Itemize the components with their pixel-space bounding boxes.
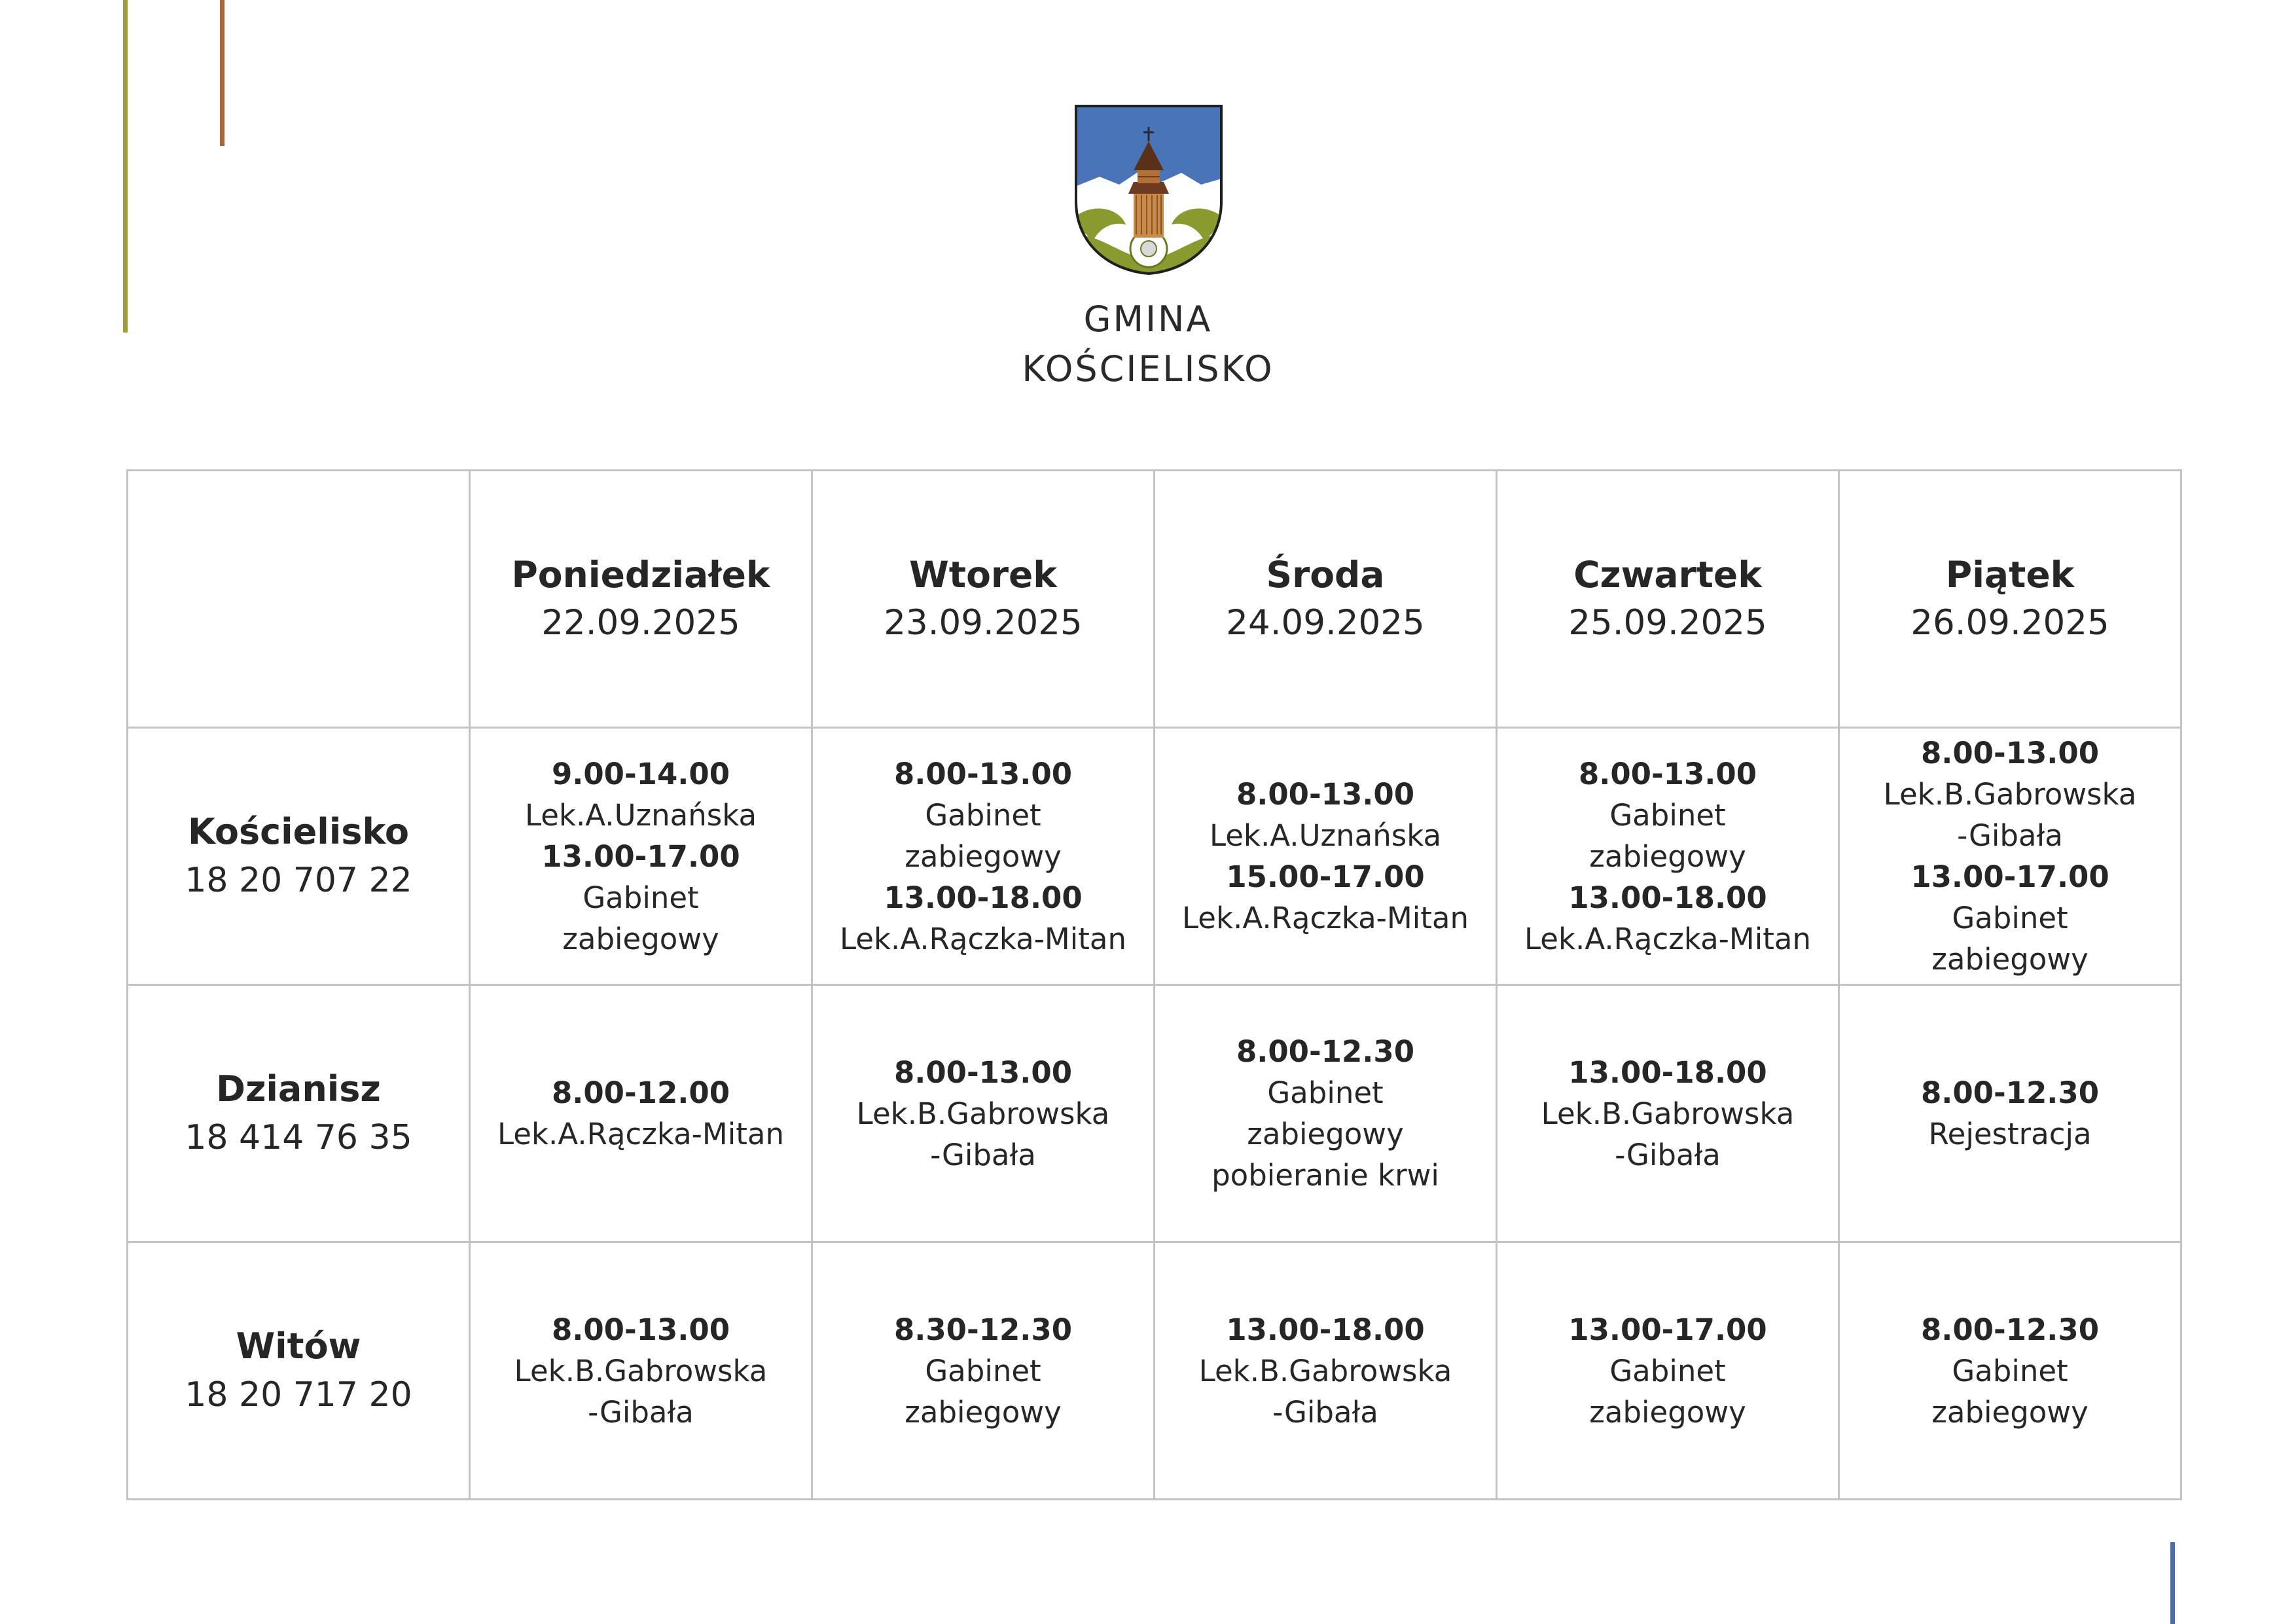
hours-text: 8.00-12.30 <box>1236 1034 1415 1069</box>
hours-text: 8.00-12.30 <box>1920 1075 2100 1110</box>
slot-description: Lek.A.Uznańska <box>1209 818 1442 853</box>
day-header-wednesday <box>1155 471 1497 728</box>
slot-description: Gabinet <box>1952 1353 2068 1388</box>
title-line-1: GMINA <box>1083 298 1213 340</box>
slot-description: Lek.A.Rączka-Mitan <box>1182 901 1469 935</box>
slot-description: zabiegowy <box>905 839 1062 874</box>
slot-description: -Gibała <box>930 1137 1036 1172</box>
hours-text: 8.00-13.00 <box>893 756 1073 791</box>
day-date: 23.09.2025 <box>884 603 1083 643</box>
slot-description: Lek.B.Gabrowska <box>856 1096 1110 1131</box>
hours-text: 8.00-13.00 <box>1920 736 2100 770</box>
hours-text: 13.00-18.00 <box>884 880 1083 915</box>
hours-text: 8.00-13.00 <box>1578 756 1757 791</box>
slot-description: -Gibała <box>588 1394 694 1430</box>
schedule-cell <box>1497 728 1839 985</box>
location-name: Witów <box>236 1326 361 1367</box>
slot-description: zabiegowy <box>1589 839 1746 874</box>
location-phone: 18 20 707 22 <box>185 861 412 900</box>
day-header-tuesday <box>812 471 1155 728</box>
schedule-cell <box>1155 985 1497 1242</box>
location-cell <box>128 985 470 1242</box>
schedule-cell <box>812 1242 1155 1500</box>
day-date: 22.09.2025 <box>541 603 740 643</box>
day-header-monday <box>470 471 812 728</box>
table-row <box>128 728 2181 985</box>
schedule-cell <box>1839 985 2181 1242</box>
hours-text: 8.00-13.00 <box>1236 777 1415 812</box>
schedule-table <box>126 469 2182 1500</box>
slot-description: Rejestracja <box>1928 1117 2092 1151</box>
day-header-friday <box>1839 471 2181 728</box>
municipality-title <box>821 295 1475 394</box>
location-phone: 18 20 717 20 <box>185 1375 412 1415</box>
accent-line-olive <box>123 0 128 333</box>
schedule-cell <box>1497 985 1839 1242</box>
accent-line-brown <box>220 0 224 146</box>
schedule-cell <box>1155 728 1497 985</box>
slot-description: zabiegowy <box>562 921 719 956</box>
slot-description: Gabinet <box>583 880 699 915</box>
hours-text: 13.00-17.00 <box>1568 1312 1767 1347</box>
day-name: Wtorek <box>909 554 1057 596</box>
day-date: 25.09.2025 <box>1568 603 1767 643</box>
location-phone: 18 414 76 35 <box>185 1118 412 1157</box>
coat-of-arms-icon <box>1073 103 1224 276</box>
slot-description: Gabinet <box>925 797 1041 833</box>
slot-description: Lek.B.Gabrowska <box>1883 777 2137 812</box>
hours-text: 13.00-18.00 <box>1568 1055 1767 1090</box>
slot-description: pobieranie krwi <box>1211 1158 1439 1193</box>
location-name: Dzianisz <box>216 1068 381 1110</box>
schedule-cell <box>812 728 1155 985</box>
slot-description: Gabinet <box>1267 1075 1384 1110</box>
day-header-thursday <box>1497 471 1839 728</box>
hours-text: 13.00-17.00 <box>541 839 740 874</box>
hours-text: 13.00-18.00 <box>1226 1312 1425 1347</box>
slot-description: Lek.A.Rączka-Mitan <box>1524 921 1811 956</box>
hours-text: 8.00-13.00 <box>551 1312 730 1347</box>
schedule-cell <box>1839 1242 2181 1500</box>
corner-cell <box>128 471 470 728</box>
schedule-cell <box>470 985 812 1242</box>
day-name: Środa <box>1266 554 1385 596</box>
slot-description: zabiegowy <box>905 1394 1062 1430</box>
table-row <box>128 985 2181 1242</box>
slot-description: -Gibała <box>1957 818 2063 853</box>
slot-description: -Gibała <box>1272 1394 1378 1430</box>
day-date: 26.09.2025 <box>1910 603 2109 643</box>
slot-description: Gabinet <box>1609 797 1726 833</box>
slot-description: -Gibała <box>1615 1137 1721 1172</box>
schedule-cell <box>1155 1242 1497 1500</box>
schedule-cell <box>1497 1242 1839 1500</box>
schedule-cell <box>470 728 812 985</box>
accent-line-blue <box>2170 1542 2175 1624</box>
hours-text: 9.00-14.00 <box>551 756 730 791</box>
day-name: Czwartek <box>1573 554 1762 596</box>
slot-description: zabiegowy <box>1247 1117 1404 1151</box>
day-name: Piątek <box>1945 554 2075 596</box>
slot-description: Lek.B.Gabrowska <box>1198 1353 1452 1388</box>
location-cell <box>128 728 470 985</box>
slot-description: Gabinet <box>925 1353 1041 1388</box>
slot-description: Gabinet <box>1609 1353 1726 1388</box>
hours-text: 8.00-12.00 <box>551 1075 730 1110</box>
day-name: Poniedziałek <box>511 554 770 596</box>
hours-text: 8.30-12.30 <box>893 1312 1073 1347</box>
schedule-cell <box>812 985 1155 1242</box>
table-row <box>128 1242 2181 1500</box>
table-header-row <box>128 471 2181 728</box>
slot-description: Lek.B.Gabrowska <box>1541 1096 1795 1131</box>
slot-description: Gabinet <box>1952 901 2068 935</box>
hours-text: 13.00-18.00 <box>1568 880 1767 915</box>
location-cell <box>128 1242 470 1500</box>
hours-text: 13.00-17.00 <box>1910 859 2109 894</box>
slot-description: zabiegowy <box>1931 942 2089 977</box>
slot-description: zabiegowy <box>1931 1394 2089 1430</box>
day-date: 24.09.2025 <box>1226 603 1425 643</box>
hours-text: 8.00-12.30 <box>1920 1312 2100 1347</box>
slot-description: Lek.B.Gabrowska <box>514 1353 768 1388</box>
slot-description: Lek.A.Rączka-Mitan <box>840 921 1126 956</box>
schedule-cell <box>470 1242 812 1500</box>
slot-description: zabiegowy <box>1589 1394 1746 1430</box>
hours-text: 15.00-17.00 <box>1226 859 1425 894</box>
slot-description: Lek.A.Rączka-Mitan <box>497 1117 784 1151</box>
slot-description: Lek.A.Uznańska <box>524 797 757 833</box>
title-line-2: KOŚCIELISKO <box>1022 348 1274 389</box>
location-name: Kościelisko <box>187 811 409 852</box>
schedule-cell <box>1839 728 2181 985</box>
hours-text: 8.00-13.00 <box>893 1055 1073 1090</box>
